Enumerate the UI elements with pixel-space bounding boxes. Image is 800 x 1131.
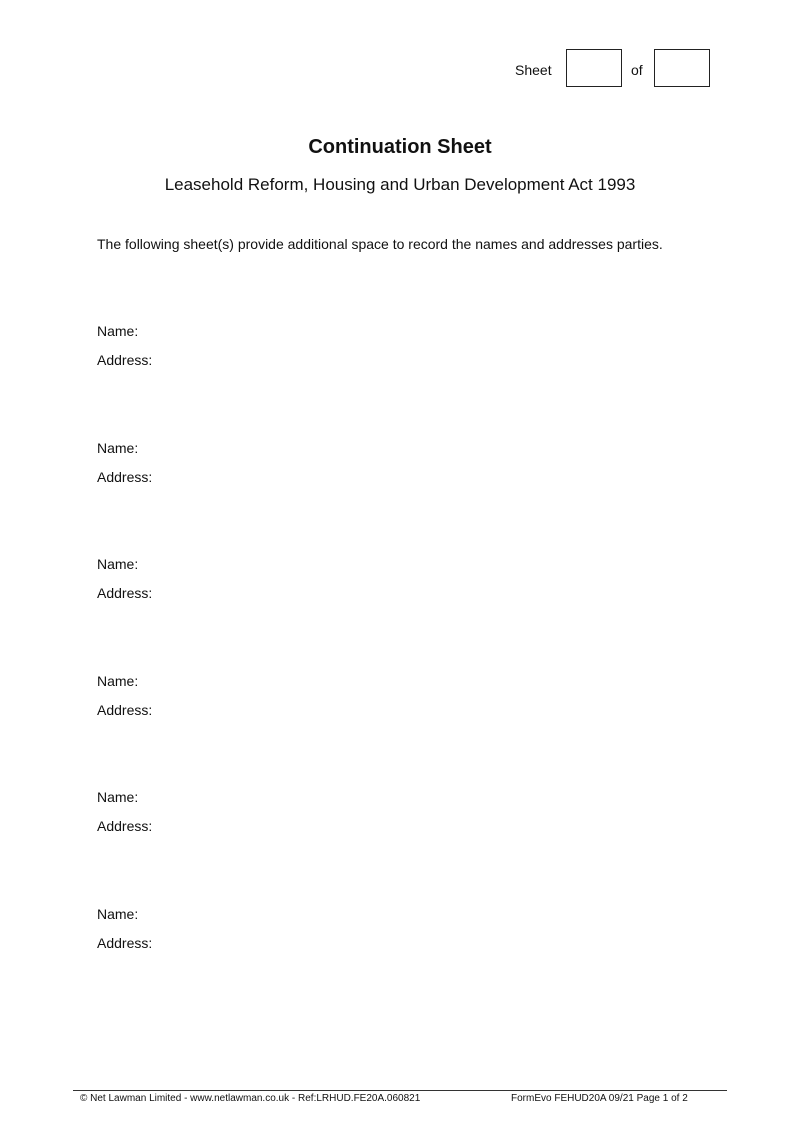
footer-copyright: © Net Lawman Limited - www.netlawman.co.uk - Ref:LRHUD.FE20A.060821 xyxy=(80,1093,421,1104)
sheet-label: Sheet xyxy=(515,62,552,78)
page-title: Continuation Sheet xyxy=(308,136,492,158)
party-entry xyxy=(97,905,697,1022)
name-label: Name: xyxy=(97,789,139,805)
sheet-total-field[interactable] xyxy=(654,49,710,87)
address-label: Address: xyxy=(97,934,153,951)
party-entry xyxy=(97,322,697,439)
party-entry xyxy=(97,672,697,789)
name-label: Name: xyxy=(97,905,139,922)
intro-text: The following sheet(s) provide additional space to record the names and addresses parties. xyxy=(97,236,663,252)
name-label: Name: xyxy=(97,439,139,456)
footer-form-reference: FormEvo FEHUD20A 09/21 Page 1 of 2 xyxy=(511,1093,688,1104)
name-label: Name: xyxy=(97,672,139,689)
sheet-number-field[interactable] xyxy=(566,49,622,87)
party-entry xyxy=(97,439,697,556)
address-label: Address: xyxy=(97,468,153,485)
address-label: Address: xyxy=(97,352,153,368)
name-label: Name: xyxy=(97,323,139,339)
of-label: of xyxy=(631,62,643,78)
address-label: Address: xyxy=(97,585,153,601)
party-entries xyxy=(97,322,697,1021)
name-label: Name: xyxy=(97,556,139,572)
page-subtitle: Leasehold Reform, Housing and Urban Development Act 1993 xyxy=(164,175,636,194)
party-entry xyxy=(97,788,697,905)
address-label: Address: xyxy=(97,818,153,834)
address-label: Address: xyxy=(97,701,153,718)
party-entry xyxy=(97,555,697,672)
footer-divider xyxy=(73,1090,727,1091)
